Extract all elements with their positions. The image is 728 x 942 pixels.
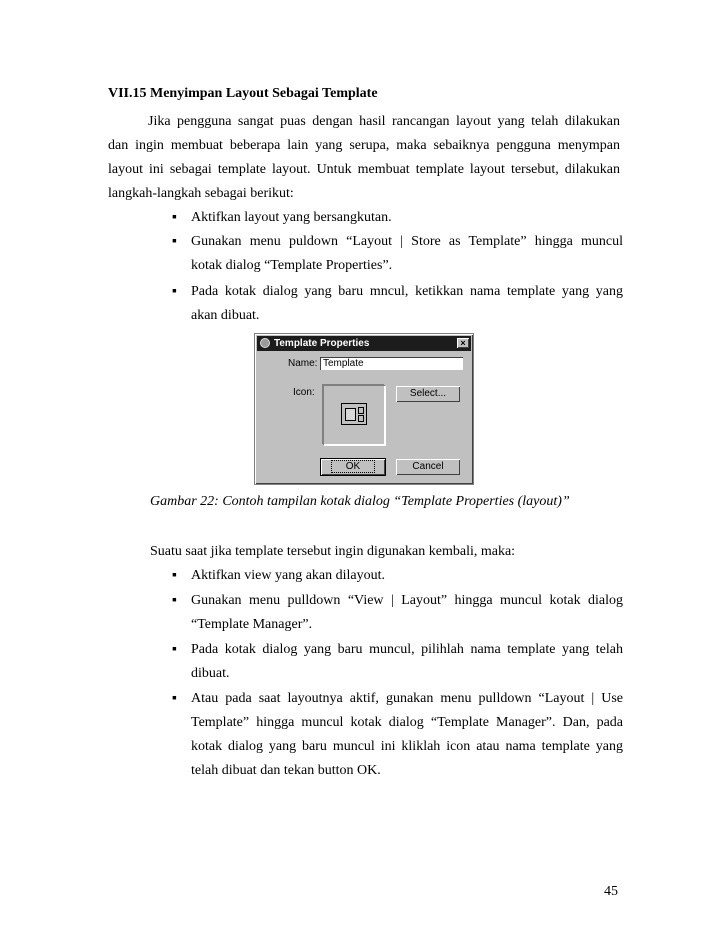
list-item-line: Template” hingga muncul kotak dialog “Template Manager”. Dan, pada	[191, 715, 623, 730]
intro-line: langkah-langkah sebagai berikut:	[108, 186, 294, 201]
list-item-line: akan dibuat.	[191, 308, 260, 323]
select-button[interactable]: Select...	[396, 386, 460, 402]
name-field[interactable]: Template	[320, 357, 463, 370]
icon-label: Icon:	[293, 387, 315, 398]
list-item-line: Pada kotak dialog yang baru muncul, pilihlah nama template yang telah	[191, 642, 623, 657]
section-heading: VII.15 Menyimpan Layout Sebagai Template	[108, 86, 378, 101]
bullet-icon: ▪	[172, 593, 177, 608]
bullet-icon: ▪	[172, 642, 177, 657]
page-number: 45	[604, 884, 618, 899]
bullet-icon: ▪	[172, 284, 177, 299]
list-item-line: Atau pada saat layoutnya aktif, gunakan menu pulldown “Layout | Use	[191, 691, 623, 706]
bullet-icon: ▪	[172, 210, 177, 225]
cancel-button[interactable]: Cancel	[396, 459, 460, 475]
list-item-line: Gunakan menu puldown “Layout | Store as Template” hingga muncul	[191, 234, 623, 249]
ok-button[interactable]	[321, 459, 385, 475]
name-label: Name:	[288, 358, 318, 369]
list-item-line: telah dibuat dan tekan button OK.	[191, 763, 381, 778]
bullet-icon: ▪	[172, 234, 177, 249]
ok-button-label: OK	[331, 460, 375, 473]
bullet-icon: ▪	[172, 568, 177, 583]
list-item-line: kotak dialog “Template Properties”.	[191, 258, 393, 273]
intro-line: layout ini sebagai template layout. Untuk membuat template layout tersebut, dilakukan	[108, 162, 620, 177]
list-item-line: Gunakan menu pulldown “View | Layout” hingga muncul kotak dialog	[191, 593, 623, 608]
layout-template-icon	[341, 403, 367, 425]
list-item-line: Aktifkan view yang akan dilayout.	[191, 568, 386, 583]
intro-paragraph	[108, 110, 620, 206]
list-item-line: dibuat.	[191, 666, 230, 681]
app-icon	[260, 338, 270, 348]
template-properties-dialog	[254, 333, 474, 485]
dialog-title: Template Properties	[274, 338, 370, 349]
icon-preview	[323, 385, 385, 445]
list-item-line: “Template Manager”.	[191, 617, 313, 632]
list-item-line: Pada kotak dialog yang baru mncul, ketikkan nama template yang yang	[191, 284, 623, 299]
bullet-icon: ▪	[172, 691, 177, 706]
list-item-line: Aktifkan layout yang bersangkutan.	[191, 210, 392, 225]
close-icon[interactable]: ×	[457, 338, 469, 348]
figure-caption: Gambar 22: Contoh tampilan kotak dialog “Template Properties (layout)”	[150, 494, 570, 509]
intro-line: dan ingin membuat beberapa lain yang serupa, maka sebaiknya pengguna menympan	[108, 138, 620, 153]
reuse-intro: Suatu saat jika template tersebut ingin digunakan kembali, maka:	[150, 544, 516, 559]
list-item-line: kotak dialog yang baru muncul ini kliklah icon atau nama template yang	[191, 739, 623, 754]
dialog-titlebar[interactable]	[257, 336, 471, 351]
intro-line: Jika pengguna sangat puas dengan hasil rancangan layout yang telah dilakukan	[148, 114, 620, 129]
